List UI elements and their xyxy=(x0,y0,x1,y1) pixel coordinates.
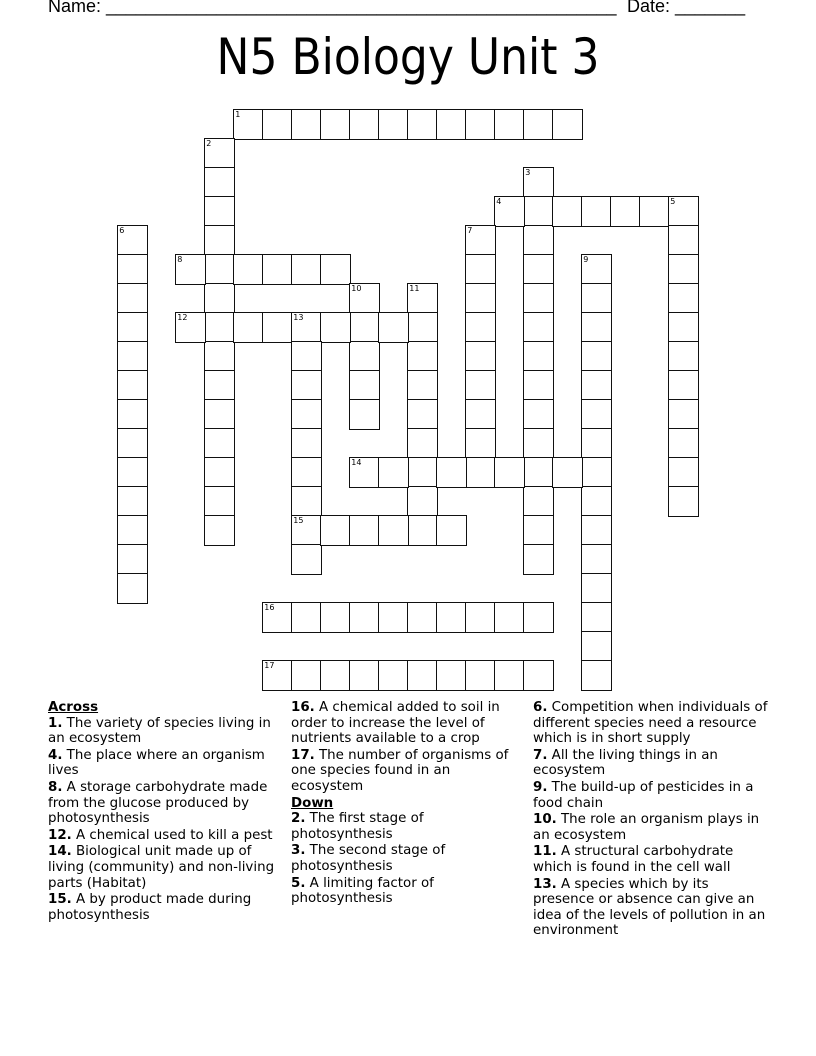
clue-number: 8. xyxy=(48,779,63,795)
clue-number-label: 13 xyxy=(293,313,304,323)
clue-number: 14. xyxy=(48,844,72,860)
clue-number: 5. xyxy=(291,875,306,891)
clue-number: 2. xyxy=(291,811,306,827)
clue-across-17 xyxy=(291,748,523,795)
crossword-cell[interactable] xyxy=(291,544,322,575)
crossword-cell[interactable] xyxy=(610,196,641,227)
clue-text: The place where an organism lives xyxy=(48,747,265,779)
crossword-cell[interactable] xyxy=(581,573,612,604)
clue-text: The number of organisms of one species found in an ecosystem xyxy=(291,747,509,794)
clue-number: 13. xyxy=(533,876,557,892)
crossword-cell[interactable] xyxy=(117,399,148,430)
clue-down-11 xyxy=(533,844,769,875)
crossword-cell[interactable] xyxy=(175,312,206,343)
crossword-cell[interactable] xyxy=(378,312,409,343)
crossword-cell[interactable] xyxy=(523,225,554,256)
crossword-cell[interactable] xyxy=(291,660,322,691)
crossword-cell[interactable] xyxy=(523,283,554,314)
crossword-cell[interactable] xyxy=(117,486,148,517)
crossword-cell[interactable] xyxy=(378,602,409,633)
clue-number: 17. xyxy=(291,747,315,763)
clue-number-label: 4 xyxy=(496,197,502,207)
crossword-cell[interactable] xyxy=(668,312,699,343)
clue-text: A limiting factor of photosynthesis xyxy=(291,875,434,907)
clue-number-label: 7 xyxy=(467,226,473,236)
crossword-cell[interactable] xyxy=(262,109,293,140)
clue-down-13 xyxy=(533,877,769,939)
clue-number: 3. xyxy=(291,843,306,859)
clue-number-label: 8 xyxy=(177,255,183,265)
crossword-cell[interactable] xyxy=(262,602,293,633)
crossword-cell[interactable] xyxy=(465,283,496,314)
crossword-cell[interactable] xyxy=(581,254,612,285)
clue-number-label: 16 xyxy=(264,603,275,613)
clues-column-3 xyxy=(533,700,769,940)
crossword-cell[interactable] xyxy=(291,428,322,459)
crossword-cell[interactable] xyxy=(581,544,612,575)
crossword-cell[interactable] xyxy=(407,486,438,517)
crossword-cell[interactable] xyxy=(204,283,235,314)
clue-number-label: 10 xyxy=(351,284,362,294)
crossword-cell[interactable] xyxy=(233,254,264,285)
clues-column-1 xyxy=(48,700,284,924)
crossword-cell[interactable] xyxy=(523,341,554,372)
crossword-cell[interactable] xyxy=(262,660,293,691)
crossword-cell[interactable] xyxy=(291,515,322,546)
clue-text: A chemical added to soil in order to increase the level of nutrients available to a crop xyxy=(291,700,500,747)
crossword-cell[interactable] xyxy=(407,428,438,459)
clue-number: 16. xyxy=(291,700,315,715)
clue-text: The build-up of pesticides in a food chain xyxy=(533,779,754,811)
crossword-cell[interactable] xyxy=(349,370,380,401)
crossword-cell[interactable] xyxy=(465,312,496,343)
crossword-cell[interactable] xyxy=(291,457,322,488)
crossword-cell[interactable] xyxy=(378,109,409,140)
crossword-cell[interactable] xyxy=(668,225,699,256)
clue-text: A structural carbohydrate which is found in the cell wall xyxy=(533,844,734,875)
crossword-cell[interactable] xyxy=(465,254,496,285)
crossword-cell[interactable] xyxy=(581,312,612,343)
crossword-cell[interactable] xyxy=(204,225,235,256)
crossword-cell[interactable] xyxy=(407,660,438,691)
clue-down-7 xyxy=(533,748,769,779)
clue-across-1 xyxy=(48,716,284,747)
crossword-cell[interactable] xyxy=(320,109,351,140)
clue-number: 12. xyxy=(48,827,72,843)
clue-text: The second stage of photosynthesis xyxy=(291,843,446,874)
crossword-cell[interactable] xyxy=(204,196,235,227)
clue-text: A species which by its presence or absence can give an idea of the levels of pollution in an environment xyxy=(533,876,766,939)
across-heading: Across xyxy=(48,700,99,715)
crossword-cell[interactable] xyxy=(204,138,235,169)
crossword-cell[interactable] xyxy=(320,602,351,633)
crossword-cell[interactable] xyxy=(204,167,235,198)
clue-text: Biological unit made up of living (community) and non-living parts (Habitat) xyxy=(48,844,275,891)
crossword-cell[interactable] xyxy=(523,457,554,488)
crossword-cell[interactable] xyxy=(349,312,380,343)
clue-across-8 xyxy=(48,780,284,827)
clue-number: 7. xyxy=(533,747,548,763)
crossword-cell[interactable] xyxy=(465,341,496,372)
crossword-cell[interactable] xyxy=(581,602,612,633)
page-title: N5 Biology Unit 3 xyxy=(216,28,600,86)
crossword-cell[interactable] xyxy=(291,341,322,372)
crossword-cell[interactable] xyxy=(117,370,148,401)
crossword-cell[interactable] xyxy=(668,370,699,401)
crossword-cell[interactable] xyxy=(436,457,467,488)
crossword-cell[interactable] xyxy=(581,399,612,430)
crossword-cell[interactable] xyxy=(407,457,438,488)
crossword-cell[interactable] xyxy=(320,312,351,343)
clue-across-15 xyxy=(48,892,284,923)
clue-number-label: 6 xyxy=(119,226,125,236)
clue-number: 11. xyxy=(533,844,557,860)
clue-number-label: 12 xyxy=(177,313,188,323)
crossword-cell[interactable] xyxy=(291,370,322,401)
clue-number: 15. xyxy=(48,892,72,908)
crossword-cell[interactable] xyxy=(465,370,496,401)
crossword-cell[interactable] xyxy=(639,196,670,227)
crossword-cell[interactable] xyxy=(436,109,467,140)
clue-number: 1. xyxy=(48,715,63,731)
crossword-cell[interactable] xyxy=(581,515,612,546)
crossword-cell[interactable] xyxy=(581,660,612,691)
crossword-cell[interactable] xyxy=(349,515,380,546)
clue-number-label: 2 xyxy=(206,139,212,149)
crossword-cell[interactable] xyxy=(175,254,206,285)
clue-text: The first stage of photosynthesis xyxy=(291,811,424,842)
crossword-cell[interactable] xyxy=(291,312,322,343)
clue-text: A storage carbohydrate made from the glucose produced by photosynthesis xyxy=(48,779,268,827)
clue-number-label: 1 xyxy=(235,110,241,120)
crossword-cell[interactable] xyxy=(320,660,351,691)
crossword-cell[interactable] xyxy=(465,602,496,633)
crossword-cell[interactable] xyxy=(407,602,438,633)
crossword-cell[interactable] xyxy=(291,486,322,517)
down-heading: Down xyxy=(291,795,334,811)
crossword-cell[interactable] xyxy=(581,428,612,459)
crossword-cell[interactable] xyxy=(407,109,438,140)
clue-across-16 xyxy=(291,700,523,747)
crossword-cell[interactable] xyxy=(204,254,235,285)
clue-across-14 xyxy=(48,844,284,891)
crossword-cell[interactable] xyxy=(436,515,467,546)
crossword-cell[interactable] xyxy=(668,486,699,517)
name-field-label: Name: ___________________________________________________ xyxy=(48,0,617,16)
clue-number: 4. xyxy=(48,747,63,763)
clue-down-6 xyxy=(533,700,769,747)
crossword-cell[interactable] xyxy=(523,370,554,401)
crossword-cell[interactable] xyxy=(436,602,467,633)
clue-down-2 xyxy=(291,811,523,842)
crossword-cell[interactable] xyxy=(523,428,554,459)
crossword-cell[interactable] xyxy=(320,254,351,285)
crossword-cell[interactable] xyxy=(349,602,380,633)
crossword-cell[interactable] xyxy=(465,109,496,140)
crossword-cell[interactable] xyxy=(117,544,148,575)
crossword-cell[interactable] xyxy=(581,196,612,227)
clue-text: All the living things in an ecosystem xyxy=(533,747,718,779)
clue-number-label: 15 xyxy=(293,516,304,526)
crossword-cell[interactable] xyxy=(523,660,554,691)
crossword-cell[interactable] xyxy=(117,515,148,546)
crossword-cell[interactable] xyxy=(204,341,235,372)
clue-number: 10. xyxy=(533,812,557,828)
crossword-cell[interactable] xyxy=(581,486,612,517)
clue-down-3 xyxy=(291,843,523,874)
clue-down-5 xyxy=(291,876,523,907)
crossword-cell[interactable] xyxy=(523,167,554,198)
date-field-label: Date: _______ xyxy=(627,0,746,16)
crossword-cell[interactable] xyxy=(407,370,438,401)
crossword-cell[interactable] xyxy=(494,660,525,691)
crossword-cell[interactable] xyxy=(204,399,235,430)
crossword-cell[interactable] xyxy=(117,283,148,314)
crossword-cell[interactable] xyxy=(494,196,525,227)
crossword-cell[interactable] xyxy=(494,109,525,140)
crossword-cell[interactable] xyxy=(233,312,264,343)
crossword-cell[interactable] xyxy=(204,457,235,488)
crossword-cell[interactable] xyxy=(291,399,322,430)
clue-number-label: 9 xyxy=(583,255,589,265)
crossword-cell[interactable] xyxy=(581,341,612,372)
crossword-cell[interactable] xyxy=(407,341,438,372)
crossword-cell[interactable] xyxy=(465,399,496,430)
crossword-cell[interactable] xyxy=(494,457,525,488)
crossword-cell[interactable] xyxy=(117,457,148,488)
crossword-cell[interactable] xyxy=(523,486,554,517)
crossword-cell[interactable] xyxy=(523,254,554,285)
crossword-cell[interactable] xyxy=(552,109,583,140)
crossword-cell[interactable] xyxy=(581,631,612,662)
crossword-cell[interactable] xyxy=(349,283,380,314)
crossword-cell[interactable] xyxy=(291,109,322,140)
crossword-cell[interactable] xyxy=(668,457,699,488)
crossword-cell[interactable] xyxy=(668,283,699,314)
crossword-cell[interactable] xyxy=(523,109,554,140)
crossword-cell[interactable] xyxy=(523,312,554,343)
crossword-cell[interactable] xyxy=(668,428,699,459)
crossword-cell[interactable] xyxy=(465,225,496,256)
crossword-cell[interactable] xyxy=(291,254,322,285)
crossword-cell[interactable] xyxy=(581,283,612,314)
crossword-cell[interactable] xyxy=(552,457,583,488)
clue-down-10 xyxy=(533,812,769,843)
crossword-cell[interactable] xyxy=(349,109,380,140)
crossword-cell[interactable] xyxy=(117,225,148,256)
crossword-cell[interactable] xyxy=(349,457,380,488)
crossword-cell[interactable] xyxy=(523,196,554,227)
crossword-cell[interactable] xyxy=(668,254,699,285)
crossword-cell[interactable] xyxy=(291,602,322,633)
crossword-cell[interactable] xyxy=(668,399,699,430)
clue-number-label: 17 xyxy=(264,661,275,671)
crossword-cell[interactable] xyxy=(465,428,496,459)
crossword-cell[interactable] xyxy=(233,109,264,140)
clues-column-2 xyxy=(291,700,523,908)
crossword-cell[interactable] xyxy=(378,457,409,488)
crossword-cell[interactable] xyxy=(204,370,235,401)
clue-down-9 xyxy=(533,780,769,811)
crossword-cell[interactable] xyxy=(378,515,409,546)
crossword-cell[interactable] xyxy=(465,457,496,488)
crossword-cell[interactable] xyxy=(523,544,554,575)
crossword-cell[interactable] xyxy=(465,660,496,691)
crossword-cell[interactable] xyxy=(436,660,467,691)
clue-number-label: 14 xyxy=(351,458,362,468)
crossword-cell[interactable] xyxy=(117,312,148,343)
clue-number: 6. xyxy=(533,700,548,715)
clue-number-label: 3 xyxy=(525,168,531,178)
clue-text: Competition when individuals of different species need a resource which is in short supply xyxy=(533,700,768,747)
clue-text: The variety of species living in an ecosystem xyxy=(48,715,271,747)
crossword-cell[interactable] xyxy=(407,312,438,343)
clue-number-label: 5 xyxy=(670,197,676,207)
crossword-cell[interactable] xyxy=(349,399,380,430)
crossword-cell[interactable] xyxy=(581,370,612,401)
crossword-cell[interactable] xyxy=(320,515,351,546)
crossword-cell[interactable] xyxy=(349,341,380,372)
crossword-cell[interactable] xyxy=(204,312,235,343)
crossword-cell[interactable] xyxy=(494,602,525,633)
crossword-cell[interactable] xyxy=(204,486,235,517)
crossword-cell[interactable] xyxy=(523,399,554,430)
crossword-cell[interactable] xyxy=(407,399,438,430)
crossword-cell[interactable] xyxy=(262,254,293,285)
clue-text: A by product made during photosynthesis xyxy=(48,892,252,923)
crossword-cell[interactable] xyxy=(204,515,235,546)
crossword-cell[interactable] xyxy=(407,283,438,314)
crossword-cell[interactable] xyxy=(523,602,554,633)
crossword-cell[interactable] xyxy=(117,428,148,459)
clue-number-label: 11 xyxy=(409,284,420,294)
clue-text: The role an organism plays in an ecosystem xyxy=(533,812,760,843)
clue-across-4 xyxy=(48,748,284,779)
crossword-cell[interactable] xyxy=(552,196,583,227)
clue-text: A chemical used to kill a pest xyxy=(71,827,273,843)
crossword-cell[interactable] xyxy=(117,341,148,372)
crossword-cell[interactable] xyxy=(378,660,409,691)
crossword-cell[interactable] xyxy=(668,196,699,227)
clue-across-12 xyxy=(48,828,284,844)
crossword-cell[interactable] xyxy=(523,515,554,546)
crossword-cell[interactable] xyxy=(117,254,148,285)
crossword-cell[interactable] xyxy=(262,312,293,343)
crossword-cell[interactable] xyxy=(204,428,235,459)
crossword-cell[interactable] xyxy=(581,457,612,488)
crossword-cell[interactable] xyxy=(349,660,380,691)
crossword-cell[interactable] xyxy=(668,341,699,372)
crossword-cell[interactable] xyxy=(117,573,148,604)
crossword-cell[interactable] xyxy=(407,515,438,546)
clue-number: 9. xyxy=(533,779,548,795)
